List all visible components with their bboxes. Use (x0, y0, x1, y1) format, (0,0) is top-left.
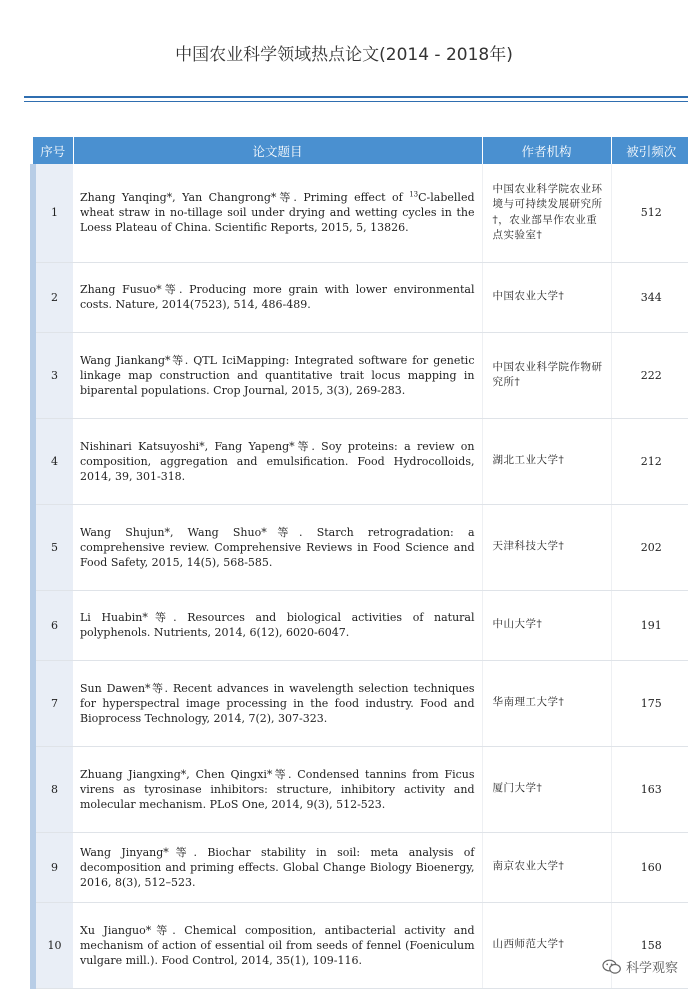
table-row (33, 902, 688, 988)
paper-citation: Wang Jiankang*等. QTL IciMapping: Integrated software for genetic linkage map construction and quantitative trait locus mapping in biparental populations. Crop Journal, 2015, 3(3), 269-283. (80, 353, 475, 397)
paper-cell (73, 418, 482, 504)
row-index: 10 (33, 902, 73, 988)
institution-cell: 厦门大学† (482, 746, 611, 832)
watermark (602, 957, 678, 976)
paper-cell (73, 902, 482, 988)
paper-superscript: 13 (409, 190, 419, 199)
paper-cell (73, 164, 482, 262)
row-index: 4 (33, 418, 73, 504)
hot-papers-table (30, 137, 688, 989)
citation-count: 344 (611, 262, 688, 332)
paper-citation: Wang Jinyang*等. Biochar stability in soil: meta analysis of decomposition and priming effects. Global Change Biology Bioenergy, 2016, 8(3), 512–523. (80, 845, 475, 889)
row-index: 8 (33, 746, 73, 832)
title-divider-thick (24, 96, 688, 98)
paper-citation: Xu Jianguo*等. Chemical composition, antibacterial activity and mechanism of action of essential oil from seeds of fennel (Foeniculum vulgare mill.). Food Control, 2014, 35(1), 109-116. (80, 923, 475, 967)
paper-citation: Nishinari Katsuyoshi*, Fang Yapeng*等. Soy proteins: a review on composition, aggregation and emulsification. Food Hydrocolloids, 2014, 39, 301-318. (80, 439, 475, 483)
row-index: 9 (33, 832, 73, 902)
institution-cell: 中山大学† (482, 590, 611, 660)
paper-citation: Wang Shujun*, Wang Shuo*等. Starch retrogradation: a comprehensive review. Comprehensive Reviews in Food Science and Food Safety, 2015, 14(5), 568-585. (80, 525, 475, 569)
paper-cell (73, 590, 482, 660)
paper-citation: Zhuang Jiangxing*, Chen Qingxi*等. Condensed tannins from Ficus virens as tyrosinase inhibitors: structure, inhibitory activity and molecular mechanism. PLoS One, 2014, 9(3), 512-523. (80, 767, 475, 811)
page-title: 中国农业科学领域热点论文(2014 - 2018年) (175, 45, 513, 65)
paper-citation: Sun Dawen*等. Recent advances in wavelength selection techniques for hyperspectral image processing in the food industry. Food and Bioprocess Technology, 2014, 7(2), 307-323. (80, 681, 475, 725)
table-row (33, 832, 688, 902)
citation-count: 163 (611, 746, 688, 832)
paper-citation: Zhang Yanqing*, Yan Changrong*等. Priming effect of (80, 191, 410, 205)
citation-count: 202 (611, 504, 688, 590)
paper-cell (73, 746, 482, 832)
paper-cell (73, 660, 482, 746)
row-index: 5 (33, 504, 73, 590)
institution-cell: 中国农业科学院作物研究所† (482, 332, 611, 418)
table-row (33, 262, 688, 332)
institution-cell: 湖北工业大学† (482, 418, 611, 504)
citation-count: 160 (611, 832, 688, 902)
row-index: 2 (33, 262, 73, 332)
paper-cell (73, 504, 482, 590)
citation-count: 512 (611, 164, 688, 262)
institution-cell: 中国农业大学† (482, 262, 611, 332)
table-row (33, 164, 688, 262)
citation-count: 212 (611, 418, 688, 504)
table-row (33, 746, 688, 832)
paper-cell (73, 332, 482, 418)
watermark-label: 科学观察 (625, 961, 678, 976)
title-divider-thin (24, 101, 688, 102)
paper-citation-rest: C-labelled wheat straw in no-tillage soil under drying and wetting cycles in the Loess Plateau of China. Scientific Reports, 2015, 5, 13826. (80, 191, 475, 235)
paper-cell (73, 832, 482, 902)
row-index: 1 (33, 164, 73, 262)
table-header-row (33, 137, 688, 164)
header-institution: 作者机构 (482, 137, 611, 164)
institution-cell: 华南理工大学† (482, 660, 611, 746)
header-index: 序号 (33, 137, 73, 164)
citation-count: 191 (611, 590, 688, 660)
row-index: 3 (33, 332, 73, 418)
table-row (33, 332, 688, 418)
wechat-icon (602, 959, 622, 975)
citation-count: 222 (611, 332, 688, 418)
institution-cell: 天津科技大学† (482, 504, 611, 590)
header-paper-title: 论文题目 (73, 137, 482, 164)
paper-cell (73, 262, 482, 332)
citation-count: 158 (611, 902, 688, 988)
paper-citation: Zhang Fusuo*等. Producing more grain with lower environmental costs. Nature, 2014(7523), 514, 486-489. (80, 283, 475, 311)
header-citations: 被引频次 (611, 137, 688, 164)
row-index: 6 (33, 590, 73, 660)
table-row (33, 660, 688, 746)
paper-citation: Li Huabin*等. Resources and biological activities of natural polyphenols. Nutrients, 2014, 6(12), 6020-6047. (80, 611, 475, 639)
table-body (33, 164, 688, 988)
row-index: 7 (33, 660, 73, 746)
table-row (33, 418, 688, 504)
table-row (33, 590, 688, 660)
citation-count: 175 (611, 660, 688, 746)
institution-cell: 南京农业大学† (482, 832, 611, 902)
institution-cell: 山西师范大学† (482, 902, 611, 988)
institution-cell: 中国农业科学院农业环境与可持续发展研究所†，农业部旱作农业重点实验室† (482, 164, 611, 262)
table-row (33, 504, 688, 590)
